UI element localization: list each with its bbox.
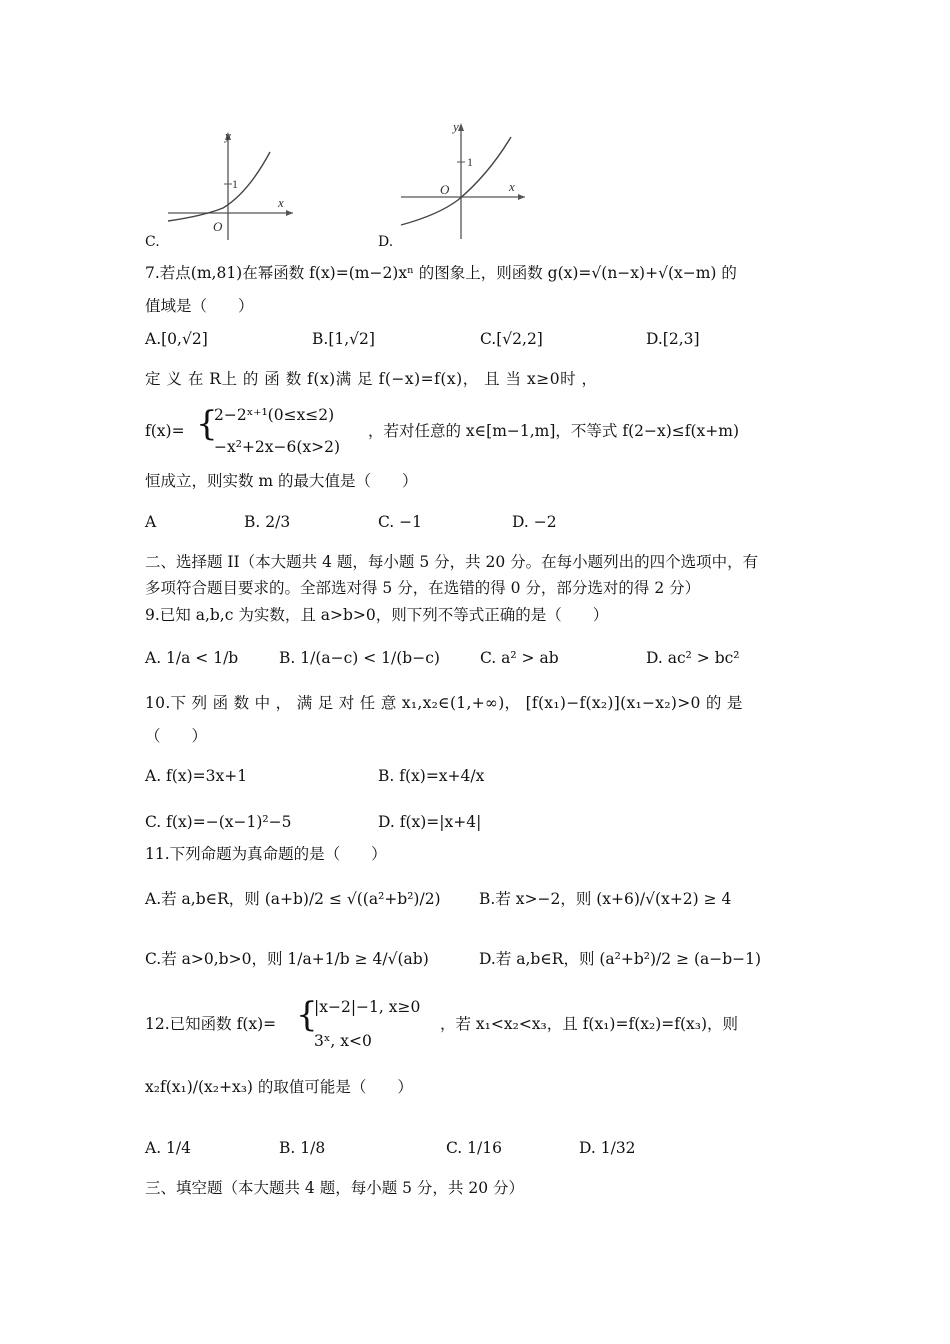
graph-d-plot [393, 115, 533, 245]
q7-option-c: C.[√2,2] [480, 330, 543, 348]
q10-stem-line-1: 10.下 列 函 数 中 ， 满 足 对 任 意 x₁,x₂∈(1,+∞)， [f(x₁)−f(x₂)](x₁−x₂)>0 的 是 [145, 694, 743, 712]
graph-d-origin-label: O [440, 182, 450, 197]
q7-stem-line-1: 7.若点(m,81)在幂函数 f(x)=(m−2)xⁿ 的图象上，则函数 g(x)=√(n−x)+√(x−m) 的 [145, 264, 737, 282]
q12-option-b: B. 1/8 [279, 1139, 326, 1157]
q8-brace: { [196, 404, 218, 444]
q12-stem-line-2: x₂f(x₁)/(x₂+x₃) 的取值可能是（ ） [145, 1078, 413, 1096]
graph-d-y-label: y [453, 119, 459, 134]
q8-stem-line-1: 定 义 在 R上 的 函 数 f(x)满 足 f(−x)=f(x)， 且 当 x≥0时 ， [145, 370, 598, 388]
q7-option-d: D.[2,3] [646, 330, 700, 348]
graph-d [393, 115, 533, 245]
q11-option-c: C.若 a>0,b>0，则 1/a+1/b ≥ 4/√(ab) [145, 950, 429, 968]
graph-c [158, 118, 298, 248]
q12-brace: { [296, 995, 318, 1035]
q12-option-a: A. 1/4 [145, 1139, 191, 1157]
q9-option-a: A. 1/a < 1/b [145, 649, 239, 667]
q7-option-a: A.[0,√2] [145, 330, 208, 348]
q10-option-b: B. f(x)=x+4/x [378, 767, 485, 785]
q12-piece-2: 3ˣ, x<0 [314, 1032, 372, 1050]
q10-option-a: A. f(x)=3x+1 [145, 767, 248, 785]
q11-option-d: D.若 a,b∈R，则 (a²+b²)/2 ≥ (a−b−1) [479, 950, 762, 968]
q9-option-b: B. 1/(a−c) < 1/(b−c) [279, 649, 440, 667]
section2-line-2: 多项符合题目要求的。全部选对得 5 分，在选错的得 0 分，部分选对的得 2 分） [145, 579, 701, 597]
q9-option-c: C. a² > ab [480, 649, 559, 667]
q8-option-d: D. −2 [512, 513, 557, 531]
q8-stem-line-3: 恒成立，则实数 m 的最大值是（ ） [145, 472, 418, 490]
q11-stem: 11.下列命题为真命题的是（ ） [145, 845, 387, 863]
q7-stem-line-2: 值域是（ ） [145, 297, 254, 315]
q12-piece-1: |x−2|−1, x≥0 [314, 998, 421, 1016]
q11-option-b: B.若 x>−2，则 (x+6)/√(x+2) ≥ 4 [479, 890, 732, 908]
graph-d-tick-label: 1 [467, 155, 473, 169]
q9-option-d: D. ac² > bc² [646, 649, 740, 667]
q9-stem: 9.已知 a,b,c 为实数，且 a>b>0，则下列不等式正确的是（ ） [145, 606, 609, 624]
graph-d-x-label: x [509, 179, 515, 194]
q8-option-c: C. −1 [378, 513, 423, 531]
q8-option-a: A [145, 513, 157, 531]
graph-d-option-label: D. [378, 234, 394, 250]
graph-c-x-label: x [278, 195, 284, 210]
section2-line-1: 二、选择题 II（本大题共 4 题，每小题 5 分，共 20 分。在每小题列出的四个选项中，有 [145, 553, 759, 571]
q12-option-d: D. 1/32 [579, 1139, 636, 1157]
q8-piece-2: −x²+2x−6(x>2) [214, 438, 341, 456]
q12-stem-suffix: ，若 x₁<x₂<x₃，且 f(x₁)=f(x₂)=f(x₃)，则 [440, 1015, 739, 1033]
graph-c-y-label: y [225, 128, 231, 143]
q12-option-c: C. 1/16 [446, 1139, 502, 1157]
graph-c-option-label: C. [145, 234, 160, 250]
q10-stem-line-2: （ ） [145, 727, 208, 745]
q8-option-b: B. 2/3 [244, 513, 291, 531]
q11-option-a: A.若 a,b∈R，则 (a+b)/2 ≤ √((a²+b²)/2) [145, 890, 441, 908]
section3-line-1: 三、填空题（本大题共 4 题，每小题 5 分，共 20 分） [145, 1179, 525, 1197]
q10-option-d: D. f(x)=|x+4| [378, 813, 482, 831]
q8-piece-1: 2−2ˣ⁺¹(0≤x≤2) [214, 406, 335, 424]
q10-option-c: C. f(x)=−(x−1)²−5 [145, 813, 292, 831]
graph-c-plot [158, 118, 298, 248]
q8-fx-prefix: f(x)= [145, 422, 185, 440]
graph-c-tick-label: 1 [232, 177, 238, 191]
graph-c-origin-label: O [213, 219, 223, 234]
q8-stem-line-2: ，若对任意的 x∈[m−1,m]，不等式 f(2−x)≤f(x+m) [368, 422, 740, 440]
q12-stem-prefix: 12.已知函数 f(x)= [145, 1015, 277, 1033]
q7-option-b: B.[1,√2] [312, 330, 375, 348]
